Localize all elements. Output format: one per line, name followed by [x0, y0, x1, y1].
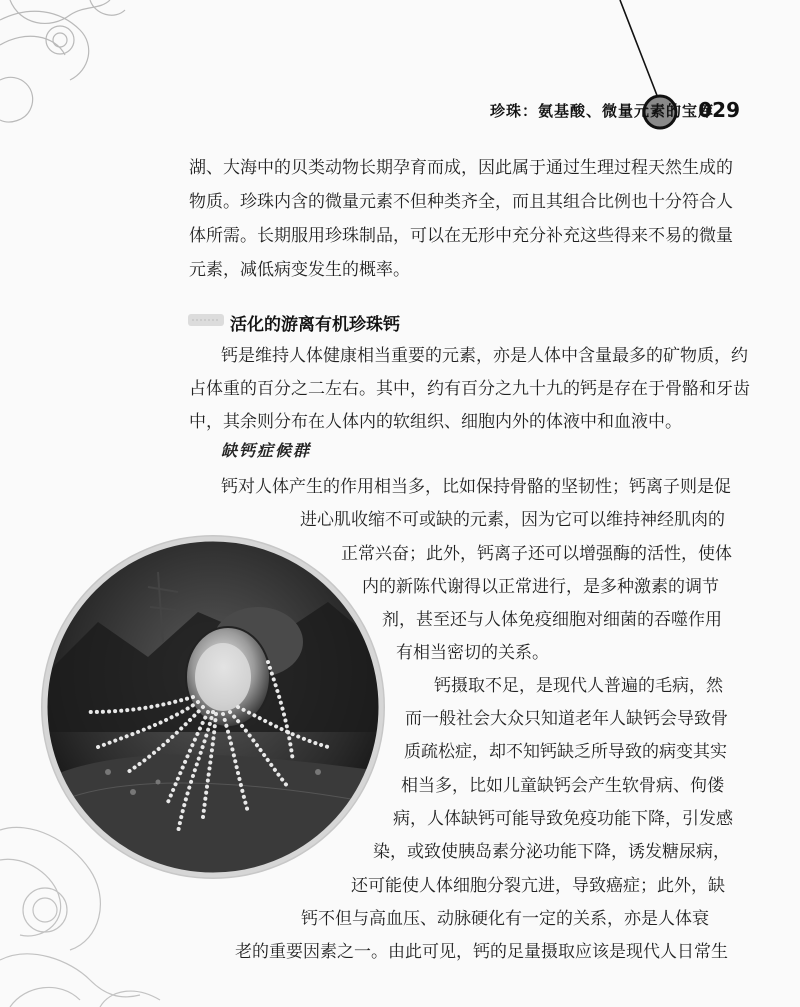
- intro-line: 元素，减低病变发生的概率。: [189, 260, 410, 280]
- pearl-jar-photo: [38, 532, 388, 882]
- intro-line: 体所需。长期服用珍珠制品，可以在无形中充分补充这些得来不易的微量: [189, 226, 733, 246]
- wrap-line: 钙不但与高血压、动脉硬化有一定的关系，亦是人体衰: [301, 909, 709, 929]
- wrap-line: 老的重要因素之一。由此可见，钙的足量摄取应该是现代人日常生: [235, 942, 728, 962]
- wrap-line: 正常兴奋；此外，钙离子还可以增强酶的活性，使体: [341, 544, 732, 564]
- paragraph-line: 钙是维持人体健康相当重要的元素，亦是人体中含量最多的矿物质，约: [221, 346, 748, 366]
- wrap-line: 染，或致使胰岛素分泌功能下降，诱发糖尿病，: [373, 842, 730, 862]
- intro-line: 湖、大海中的贝类动物长期孕育而成，因此属于通过生理过程天然生成的: [189, 158, 733, 178]
- page-number: 029: [698, 98, 740, 122]
- wrap-line: 病，人体缺钙可能导致免疫功能下降，引发感: [393, 809, 733, 829]
- sub-heading: 缺钙症候群: [221, 441, 312, 460]
- paragraph-line: 占体重的百分之二左右。其中，约有百分之九十九的钙是存在于骨骼和牙齿: [189, 379, 750, 399]
- running-head-title: 珍珠：氨基酸、微量元素的宝库: [489, 102, 714, 120]
- section-heading: 活化的游离有机珍珠钙: [230, 315, 400, 335]
- wrap-line: 钙对人体产生的作用相当多，比如保持骨骼的坚韧性；钙离子则是促: [221, 477, 731, 497]
- wrap-line: 还可能使人体细胞分裂亢进，导致癌症；此外，缺: [351, 876, 725, 896]
- wrap-line: 剂，甚至还与人体免疫细胞对细菌的吞噬作用: [382, 610, 722, 630]
- paragraph-line: 中，其余则分布在人体内的软组织、细胞内外的体液中和血液中。: [189, 412, 682, 432]
- wrap-line: 相当多，比如儿童缺钙会产生软骨病、佝偻: [401, 776, 724, 796]
- wrap-line: 有相当密切的关系。: [396, 643, 549, 663]
- intro-line: 物质。珍珠内含的微量元素不但种类齐全，而且其组合比例也十分符合人: [189, 192, 733, 212]
- wrap-line: 钙摄取不足，是现代人普遍的毛病，然: [434, 676, 723, 696]
- wrap-line: 内的新陈代谢得以正常进行，是多种激素的调节: [362, 577, 719, 597]
- section-marker-icon: [188, 311, 226, 329]
- corner-ornament-top-left: [0, 0, 140, 130]
- wrap-line: 质疏松症，却不知钙缺乏所导致的病变其实: [404, 742, 727, 762]
- wrap-line: 进心肌收缩不可或缺的元素，因为它可以维持神经肌肉的: [300, 510, 725, 530]
- wrap-line: 而一般社会大众只知道老年人缺钙会导致骨: [405, 709, 728, 729]
